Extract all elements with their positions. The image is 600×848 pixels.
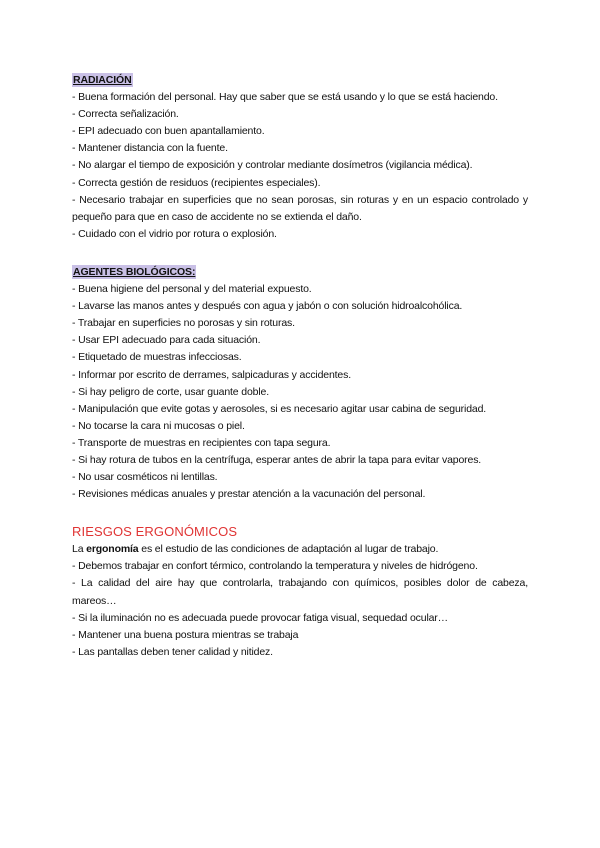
list-item: - Cuidado con el vidrio por rotura o explosión. [72, 227, 277, 240]
section-riesgos-ergonomicos [72, 523, 528, 661]
list-item: - EPI adecuado con buen apantallamiento. [72, 125, 265, 138]
list-item: - Mantener una buena postura mientras se trabaja [72, 628, 299, 641]
list-item: - No usar cosméticos ni lentillas. [72, 471, 218, 484]
list-item: - La calidad del aire hay que controlarla, trabajando con químicos, posibles dolor de cabeza, mareos… [72, 577, 528, 607]
list-item: - Informar por escrito de derrames, salpicaduras y accidentes. [72, 368, 351, 381]
document-page [72, 72, 528, 661]
list-item: - Revisiones médicas anuales y prestar atención a la vacunación del personal. [72, 488, 426, 501]
list-item: - Usar EPI adecuado para cada situación. [72, 334, 261, 347]
list-item: - Buena formación del personal. Hay que saber que se está usando y lo que se está haciendo. [72, 91, 498, 104]
section-agentes-biologicos [72, 264, 528, 503]
intro-prefix: La [72, 543, 87, 556]
list-item: - Las pantallas deben tener calidad y nitidez. [72, 645, 273, 658]
list-item: - Correcta señalización. [72, 108, 179, 121]
list-item: - Lavarse las manos antes y después con agua y jabón o con solución hidroalcohólica. [72, 300, 463, 313]
list-item: - Transporte de muestras en recipientes con tapa segura. [72, 436, 331, 449]
list-item: - Buena higiene del personal y del material expuesto. [72, 283, 312, 296]
section-radiacion [72, 72, 528, 243]
list-item: - Mantener distancia con la fuente. [72, 142, 228, 155]
list-item: - No alargar el tiempo de exposición y controlar mediante dosímetros (vigilancia médica). [72, 159, 473, 172]
intro-bold-term: ergonomía [86, 543, 139, 556]
section-heading-ergonomicos: RIESGOS ERGONÓMICOS [72, 524, 238, 540]
list-item: - Si hay peligro de corte, usar guante doble. [72, 385, 269, 398]
list-item: - No tocarse la cara ni mucosas o piel. [72, 419, 245, 432]
section-heading-agentes: AGENTES BIOLÓGICOS: [73, 265, 196, 278]
list-item: - Si la iluminación no es adecuada puede provocar fatiga visual, sequedad ocular… [72, 611, 449, 624]
list-item: - Necesario trabajar en superficies que no sean porosas, sin roturas y en un espacio controlado y pequeño para que en caso de accidente no se extienda el daño. [72, 193, 528, 223]
list-item: - Debemos trabajar en confort térmico, controlando la temperatura y niveles de hidrógeno. [72, 560, 478, 573]
list-item: - Etiquetado de muestras infecciosas. [72, 351, 242, 364]
intro-suffix: es el estudio de las condiciones de adaptación al lugar de trabajo. [138, 543, 439, 556]
section-heading-radiacion: RADIACIÓN [73, 74, 132, 86]
list-item: - Manipulación que evite gotas y aerosoles, si es necesario agitar usar cabina de seguridad. [72, 402, 487, 415]
list-item: - Si hay rotura de tubos en la centrífuga, esperar antes de abrir la tapa para evitar vapores. [72, 453, 482, 466]
intro-paragraph [72, 541, 528, 558]
list-item: - Correcta gestión de residuos (recipientes especiales). [72, 176, 321, 189]
list-item: - Trabajar en superficies no porosas y sin roturas. [72, 317, 295, 330]
